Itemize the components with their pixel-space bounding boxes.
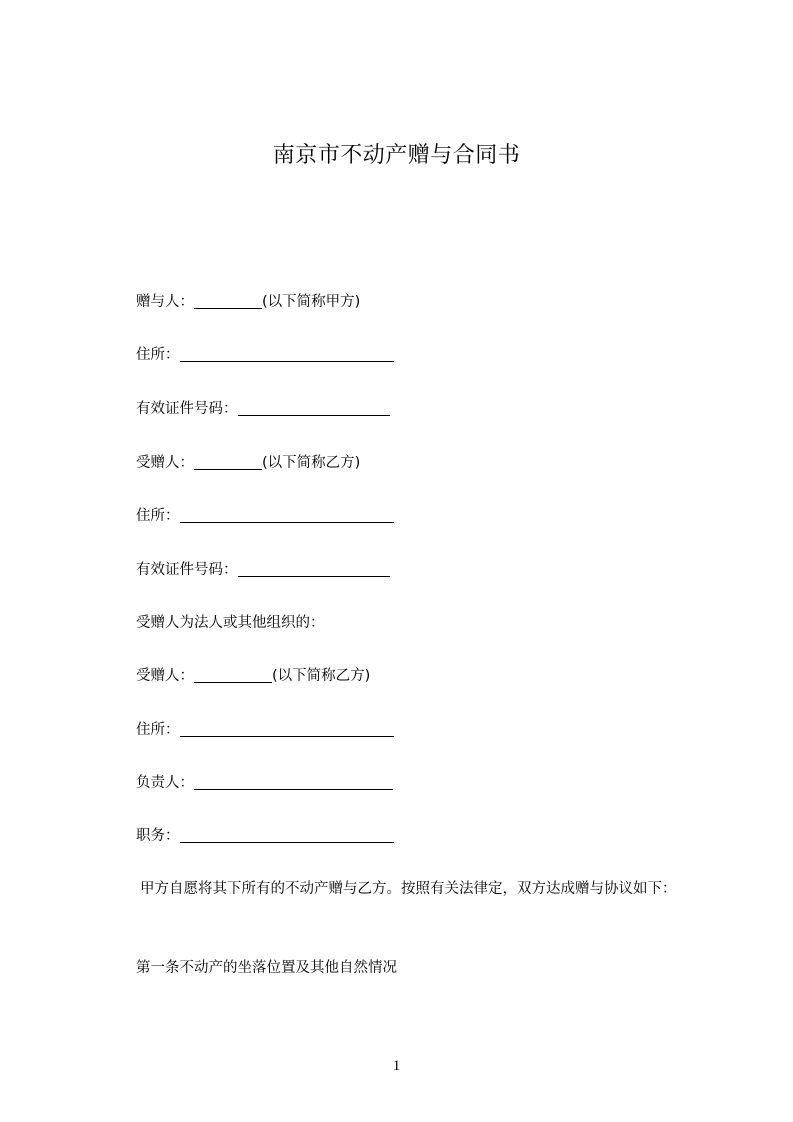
donor-address-blank[interactable] [180,346,394,362]
donee-org-label: 受赠人： [136,668,194,684]
responsible-person-blank[interactable] [194,774,393,790]
donee-address-blank[interactable] [180,507,394,523]
donor-name-blank[interactable] [194,293,262,309]
donee-id-blank[interactable] [238,561,390,577]
donee-org-address-blank[interactable] [180,721,394,737]
donor-row [136,292,360,312]
donee-id-row [136,560,390,580]
intro-paragraph: 甲方自愿将其下所有的不动产赠与乙方。按照有关法律定，双方达成赠与协议如下： [140,881,677,897]
donor-id-blank[interactable] [238,400,390,416]
responsible-person-row [136,773,393,793]
donee-org-address-row [136,720,394,740]
donee-org-heading-text: 受赠人为法人或其他组织的： [136,615,325,631]
donee-id-label: 有效证件号码： [136,562,238,578]
donor-address-row [136,345,394,365]
position-label: 职务： [136,828,180,844]
donee-address-row [136,506,394,526]
donee-org-address-label: 住所： [136,722,180,738]
page-number: 1 [392,1058,401,1074]
donee-suffix: (以下简称乙方) [262,455,361,471]
responsible-person-label: 负责人： [136,775,194,791]
position-blank[interactable] [180,827,394,843]
donee-row [136,453,360,473]
donee-org-row [136,666,370,686]
donee-address-label: 住所： [136,508,180,524]
donee-name-blank[interactable] [194,454,262,470]
donor-id-label: 有效证件号码： [136,401,238,417]
donor-label: 赠与人： [136,294,194,310]
donee-label: 受赠人： [136,455,194,471]
donor-suffix: (以下简称甲方) [262,294,361,310]
donee-org-name-blank[interactable] [194,667,272,683]
donee-org-heading [136,613,325,633]
donor-id-row [136,399,390,419]
document-title: 南京市不动产赠与合同书 [272,143,521,168]
article-1-heading: 第一条不动产的坐落位置及其他自然情况 [136,960,397,976]
donee-org-suffix: (以下简称乙方) [272,668,371,684]
donor-address-label: 住所： [136,347,180,363]
position-row [136,826,394,846]
